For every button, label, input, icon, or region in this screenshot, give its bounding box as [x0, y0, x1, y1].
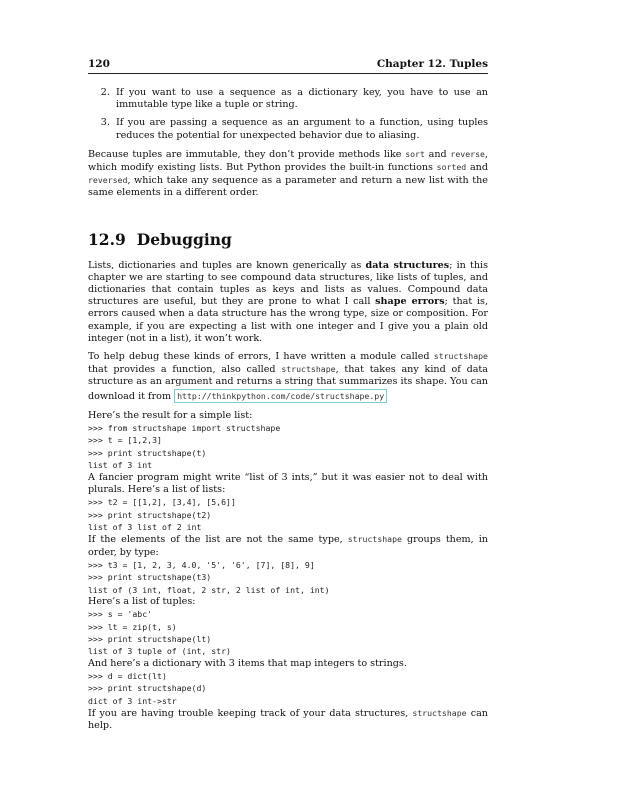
code-block-list-of-lists: >>> t2 = [[1,2], [3,4], [5,6]] >>> print structshape(t2) list of 3 list of 2 int: [88, 497, 236, 532]
dict-intro: And here’s a dictionary with 3 items that map integers to strings.: [88, 657, 407, 669]
code-sort: sort: [405, 148, 425, 159]
text-run: ; that is, errors caused when a data structure has the wrong type, size or composition. For example, if you are expecting a list with one integer and I give you a plain old integer (not in a list), it won’t work.: [88, 296, 489, 344]
term-shape-errors: shape errors: [375, 296, 445, 308]
text-run: , which modify existing lists. But Python provides the built-in functions: [88, 148, 488, 174]
text-run: Lists, dictionaries and tuples are known generically as: [88, 259, 366, 271]
text-run: If you are having trouble keeping track of your data structures,: [88, 708, 413, 720]
numbered-list: [88, 87, 488, 142]
term-data-structures: data structures: [365, 259, 450, 271]
text-run: and: [424, 148, 451, 160]
paragraph-data-structures: [88, 260, 488, 345]
download-link[interactable]: http://thinkpython.com/code/structshape.py: [174, 389, 387, 403]
section-title: Debugging: [136, 229, 232, 249]
closing-text: [88, 707, 488, 732]
code-sorted: sorted: [436, 162, 467, 173]
text-run: and: [466, 162, 488, 174]
text-run: , which take any sequence as a parameter and return a new list with the same elements in a different order.: [88, 175, 488, 199]
paragraph-immutable: [88, 148, 488, 200]
code-block-simple: >>> from structshape import structshape >>> t = [1,2,3] >>> print structshape(t) list of 3 int: [88, 423, 281, 471]
section-heading: [88, 230, 488, 249]
code-module-name: structshape: [412, 708, 467, 719]
simple-list-intro: Here’s the result for a simple list:: [88, 409, 253, 421]
section-number: 12.9: [88, 229, 126, 249]
chapter-title: Chapter 12. Tuples: [376, 58, 488, 70]
text-run: Because tuples are immutable, they don’t provide methods like: [88, 148, 406, 160]
text-run: ; in this chapter we are starting to see compound data structures, like lists of tuples, and dictionaries that contain tuples as keys and lists as values. Compound data structures are useful, but they are prone to what I call: [88, 259, 488, 308]
text-run: can help.: [88, 708, 488, 732]
code-block-tuples: >>> s = 'abc' >>> lt = zip(t, s) >>> print structshape(lt) list of 3 tuple of (int, str): [88, 609, 231, 657]
tuples-intro: Here’s a list of tuples:: [88, 595, 196, 607]
code-module-name: structshape: [347, 534, 402, 545]
list-item: 2. If you want to use a sequence as a dictionary key, you have to use an immutable type like a tuple or string.: [113, 87, 488, 111]
fancier-text: A fancier program might write “list of 3 ints,” but it was easier not to deal with plurals. Here’s a list of lists:: [88, 471, 488, 495]
mixed-types-text: [88, 533, 488, 558]
code-reversed: reversed: [88, 175, 128, 186]
code-block-mixed: >>> t3 = [1, 2, 3, 4.0, '5', '6', [7], [8], 9] >>> print structshape(t3) list of (3 int, float, 2 str, 2 list of int, int): [88, 559, 330, 595]
code-block-dict: >>> d = dict(lt) >>> print structshape(d) dict of 3 int->str: [88, 670, 207, 706]
text-run: that provides a function, also called: [88, 364, 282, 376]
code-module-name: structshape: [433, 351, 488, 362]
text-run: groups them, in order, by type:: [88, 534, 488, 558]
code-reverse: reverse: [450, 148, 485, 159]
page-number: 120: [88, 58, 110, 70]
text-run: , that takes any kind of data structure as an argument and returns a string that summarizes its shape. You can download it from: [88, 364, 489, 402]
book-page: [88, 58, 488, 733]
running-header: [88, 58, 488, 74]
list-item: 3. If you are passing a sequence as an argument to a function, using tuples reduces the potential for unexpected behavior due to aliasing.: [113, 117, 488, 141]
text-run: If the elements of the list are not the same type,: [88, 534, 348, 546]
paragraph-structshape: [88, 350, 488, 403]
text-run: To help debug these kinds of errors, I have written a module called: [88, 351, 434, 363]
code-function-name: structshape: [281, 364, 336, 375]
